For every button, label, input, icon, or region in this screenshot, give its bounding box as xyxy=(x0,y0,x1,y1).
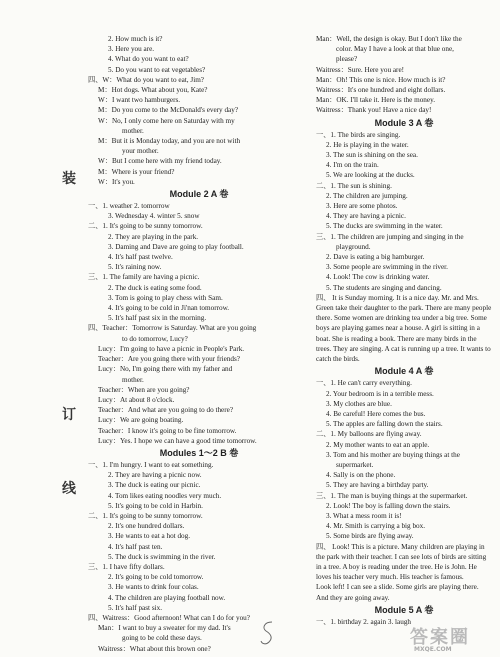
answer-line: 一、1. He can't carry everything. xyxy=(316,379,412,388)
answer-line: 5. The ducks are swimming in the water. xyxy=(326,222,443,231)
answer-line: 4. They are having a picnic. xyxy=(326,212,406,221)
answer-line: W：But I come here with my friend today. xyxy=(98,157,222,166)
answer-line: 一、1. The birds are singing. xyxy=(316,130,401,139)
answer-line: 二、1. The sun is shining. xyxy=(316,181,392,190)
answer-line: Man：Well, the design is okay. But I don't like the xyxy=(316,35,462,43)
module-heading: Module 2 A 卷 xyxy=(169,189,229,200)
answer-line: 3. The duck is eating our picnic. xyxy=(108,481,201,490)
answer-line: 3. Tom is going to play chess with Sam. xyxy=(108,293,223,302)
answer-line: 4. I'm on the train. xyxy=(326,161,379,170)
answer-line: 四、Waitress：Good afternoon! What can I do for you? xyxy=(88,613,250,622)
answer-line: 5. Some birds are flying away. xyxy=(326,532,414,541)
answer-line: 二、1. It's going to be sunny tomorrow. xyxy=(88,511,203,520)
answer-line: 四、W：What do you want to eat, Jim? xyxy=(88,75,204,84)
watermark-logo xyxy=(410,623,494,653)
answer-line: 4. Tom likes eating noodles very much. xyxy=(108,491,222,500)
answer-line: going to be cold these days. xyxy=(122,634,202,643)
answer-line: Waitress：It's one hundred and eight dollars. xyxy=(316,86,446,95)
answer-line: Lucy：Yes. I hope we can have a good time tomorrow. xyxy=(98,436,257,445)
answer-line: 5. The apples are falling down the stairs. xyxy=(326,420,443,429)
answer-line: 5. They are having a birthday party. xyxy=(326,481,429,490)
module-heading: Module 4 A 卷 xyxy=(374,366,434,377)
answer-line: please? xyxy=(336,55,358,64)
answer-line: 2. They are playing in the park. xyxy=(108,232,199,241)
answer-line: 3. Tom and his mother are buying things at the xyxy=(326,450,460,459)
answer-line: M：Do you come to the McDonald's every day? xyxy=(98,106,239,115)
answer-line: 3. He wants to drink four colas. xyxy=(108,583,199,592)
answer-line: 4. It's going to be cold in Ji'nan tomorrow. xyxy=(108,304,230,313)
answer-paragraph: 四、 Look! This is a picture. Many children are playing in the park with their teacher. I can see lots of birds are sitting in a tree. A boy is reading under the tree. He is John. He loves his teacher very much. His teacher is famous. xyxy=(316,542,487,582)
module-heading: Module 5 A 卷 xyxy=(374,604,434,615)
answer-line: 3. Here you are. xyxy=(108,45,155,54)
answer-line: W：No, I only come here on Saturday with my xyxy=(98,116,235,125)
answer-line: 三、1. The family are having a picnic. xyxy=(88,273,200,282)
answer-line: M：Hot dogs. What about you, Kate? xyxy=(98,86,208,95)
answer-line: 3. The sun is shining on the sea. xyxy=(326,151,418,160)
answer-line: 4. Look! The cow is drinking water. xyxy=(326,273,430,282)
answer-line: 四、Teacher：Tomorrow is Saturday. What are you going xyxy=(88,324,257,333)
answer-line: 2. He is playing in the water. xyxy=(326,140,409,149)
answer-line: 2. Dave is eating a big hamburger. xyxy=(326,253,425,262)
answer-line: Man：Oh! This one is nice. How much is it? xyxy=(316,75,446,84)
answer-line: 4. It's half past twelve. xyxy=(108,253,173,262)
answer-line: 5. It's going to be cold in Harbin. xyxy=(108,501,203,510)
answer-line: W：I want two hamburgers. xyxy=(98,96,181,105)
answer-line: 3. Daming and Dave are going to play football. xyxy=(108,242,244,251)
answer-line: 2. It's one hundred dollars. xyxy=(108,522,185,531)
answer-line: 3. Some people are swimming in the river. xyxy=(326,263,448,272)
answer-line: 3. Wednesday 4. winter 5. snow xyxy=(108,212,200,221)
answer-line: 一、1. I'm hungry. I want to eat something. xyxy=(88,460,214,469)
answer-line: 2. Your bedroom is in a terrible mess. xyxy=(326,389,434,398)
answer-line: 5. It's half past six. xyxy=(108,603,162,612)
watermark-text: 答案圈 xyxy=(410,627,470,648)
answer-line: 5. It's raining now. xyxy=(108,263,162,272)
answer-line: 三、1. I have fifty dollars. xyxy=(88,562,165,571)
answer-line: 3. Here are some photos. xyxy=(326,202,398,211)
answer-line: Teacher：And what are you going to do there? xyxy=(98,406,234,415)
answer-line: 2. How much is it? xyxy=(108,35,163,43)
answer-line: 2. Look! The boy is falling down the stairs. xyxy=(326,501,451,510)
answer-line: 3. He wants to eat a hot dog. xyxy=(108,532,191,541)
answer-line: 5. Do you want to eat vegetables? xyxy=(108,65,206,74)
answer-line: your mother. xyxy=(122,147,159,156)
answer-line: 5. It's half past six in the morning. xyxy=(108,314,207,323)
right-column xyxy=(316,34,492,627)
answer-line: 二、1. It's going to be sunny tomorrow. xyxy=(88,222,203,231)
margin-label-xian: 线 xyxy=(62,482,76,497)
answer-paragraph: 四、 It is Sunday morning. It is a nice day. Mr. and Mrs. Green take their daughter to the park. There are many people there. Some women are drinking tea under a big tree. Some boys are playing games near a house. A girl is sitting in a boat. She is reading a book. There are many birds in the trees. They are singing. A cat is running up a tree. It wants to catch the birds. xyxy=(316,293,492,364)
answer-line: 4. The children are playing football now. xyxy=(108,593,226,602)
answer-line: mother. xyxy=(122,126,144,135)
answer-line: 2. It's going to be cold tomorrow. xyxy=(108,573,204,582)
answer-line: Waitress：Sure. Here you are! xyxy=(316,65,405,74)
answer-line: Man：OK. I'll take it. Here is the money. xyxy=(316,96,435,105)
answer-line: Lucy：No, I'm going there with my father and xyxy=(98,365,233,374)
answer-line: 三、1. The man is buying things at the supermarket. xyxy=(316,491,468,500)
answer-line: Teacher：Are you going there with your friends? xyxy=(98,355,240,364)
answer-line: Waitress：Thank you! Have a nice day! xyxy=(316,106,432,115)
answer-line: 4. Mr. Smith is carrying a big box. xyxy=(326,522,426,531)
margin-label-zhuang: 装 xyxy=(62,172,76,187)
answer-line: 3. What a mess room it is! xyxy=(326,511,402,520)
answer-line: to do tomorrow, Lucy? xyxy=(122,334,188,343)
pen-mark xyxy=(258,620,278,646)
answer-line: 2. The children are jumping. xyxy=(326,191,408,200)
answer-line: M：Where is your friend? xyxy=(98,167,175,176)
answer-line: W：It's you. xyxy=(98,177,135,186)
left-column xyxy=(88,34,310,654)
answer-line: 4. It's half past ten. xyxy=(108,542,163,551)
answer-line: 4. Be careful! Here comes the bus. xyxy=(326,409,426,418)
answer-paragraph: Look left! I can see a slide. Some girls are playing there. And they are going away. xyxy=(316,583,479,602)
answer-line: color. May I have a look at that blue one, xyxy=(336,45,454,54)
answer-line: mother. xyxy=(122,375,144,384)
answer-line: Waitress：What about this brown one? xyxy=(98,644,211,653)
answer-line: M：But it is Monday today, and you are not with xyxy=(98,137,241,146)
answer-line: 5. The duck is swimming in the river. xyxy=(108,552,216,561)
answer-line: Lucy：We are going boating. xyxy=(98,416,184,425)
answer-line: 一、1. birthday 2. again 3. laugh xyxy=(316,617,412,626)
answer-line: 3. My clothes are blue. xyxy=(326,399,392,408)
answer-line: Lucy：I'm going to have a picnic in People's Park. xyxy=(98,344,245,353)
margin-label-ding: 订 xyxy=(62,408,76,423)
answer-line: 2. The duck is eating some food. xyxy=(108,283,202,292)
module-heading: Module 3 A 卷 xyxy=(374,117,434,128)
answer-line: Man：I want to buy a sweater for my dad. It's xyxy=(98,624,231,633)
answer-line: 一、1. weather 2. tomorrow xyxy=(88,202,170,211)
answer-line: 2. My mother wants to eat an apple. xyxy=(326,440,430,449)
answer-line: Lucy：At about 8 o'clock. xyxy=(98,395,175,404)
answer-line: 5. The students are singing and dancing. xyxy=(326,283,442,292)
watermark-url: MXQE.COM xyxy=(414,646,452,653)
answer-line: 2. They are having a picnic now. xyxy=(108,471,202,480)
module-heading: Modules 1～2 B 卷 xyxy=(159,447,239,458)
answer-line: 4. What do you want to eat? xyxy=(108,55,189,64)
answer-line: 5. We are looking at the ducks. xyxy=(326,171,415,180)
answer-line: supermarket. xyxy=(336,460,374,469)
answer-line: 三、1. The children are jumping and singing in the xyxy=(316,232,464,241)
answer-line: Teacher：When are you going? xyxy=(98,385,190,394)
answer-line: 4. Sally is on the phone. xyxy=(326,471,396,480)
answer-line: 二、1. My balloons are flying away. xyxy=(316,430,422,439)
answer-line: Teacher：I know it's going to be fine tomorrow. xyxy=(98,426,237,435)
answer-line: playground. xyxy=(336,242,371,251)
